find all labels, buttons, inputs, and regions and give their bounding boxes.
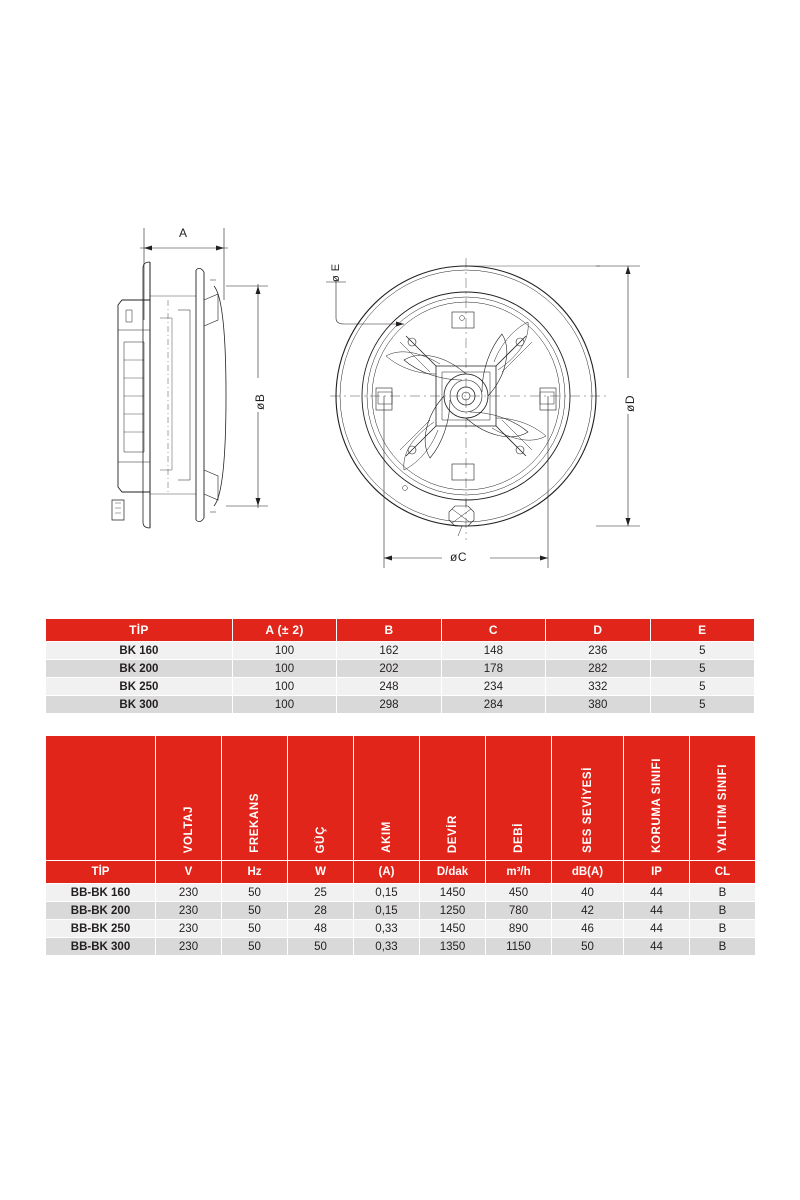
specs-cell-frekans: 50 xyxy=(222,884,288,902)
dim-cell-a: 100 xyxy=(232,696,336,714)
specs-unit-ses: dB(A) xyxy=(552,861,624,884)
table-row xyxy=(46,884,756,902)
specs-header-debi-label: DEBİ xyxy=(512,823,525,853)
dim-cell-tip: BK 300 xyxy=(46,696,233,714)
specs-cell-akim: 0,33 xyxy=(354,938,420,956)
specs-header-tip: TİP xyxy=(46,861,156,884)
specs-unit-yalitim: CL xyxy=(690,861,756,884)
specs-unit-frekans: Hz xyxy=(222,861,288,884)
specs-unit-debi: m³/h xyxy=(486,861,552,884)
specs-cell-devir: 1450 xyxy=(420,920,486,938)
specs-cell-frekans: 50 xyxy=(222,920,288,938)
dim-header-d: D xyxy=(546,619,650,642)
specs-cell-yalitim: B xyxy=(690,938,756,956)
specs-cell-debi: 780 xyxy=(486,902,552,920)
dimension-label-a: A xyxy=(179,226,188,240)
specs-header-koruma-sinifi xyxy=(624,736,690,861)
specs-cell-guc: 25 xyxy=(288,884,354,902)
specs-header-guc-label: GÜÇ xyxy=(314,825,327,853)
dim-cell-tip: BK 250 xyxy=(46,678,233,696)
dim-header-e: E xyxy=(650,619,754,642)
specs-vertical-header-row xyxy=(46,736,756,861)
specs-cell-koruma: 44 xyxy=(624,884,690,902)
specs-header-blank xyxy=(46,736,156,861)
dimensions-table xyxy=(45,618,755,714)
specs-header-ses-seviyesi-label: SES SEVİYESİ xyxy=(581,767,594,853)
specs-cell-tip: BB-BK 200 xyxy=(46,902,156,920)
specs-cell-ses: 46 xyxy=(552,920,624,938)
specs-cell-guc: 50 xyxy=(288,938,354,956)
specs-cell-guc: 48 xyxy=(288,920,354,938)
specs-header-yalitim-sinifi xyxy=(690,736,756,861)
specs-cell-akim: 0,33 xyxy=(354,920,420,938)
dim-cell-a: 100 xyxy=(232,678,336,696)
dimensions-table-wrapper xyxy=(45,618,755,714)
specs-cell-debi: 450 xyxy=(486,884,552,902)
specs-cell-koruma: 44 xyxy=(624,920,690,938)
specs-cell-debi: 890 xyxy=(486,920,552,938)
dim-cell-b: 162 xyxy=(337,642,441,660)
dim-cell-b: 248 xyxy=(337,678,441,696)
dim-cell-c: 284 xyxy=(441,696,545,714)
dimensions-table-header-row xyxy=(46,619,755,642)
dim-cell-e: 5 xyxy=(650,696,754,714)
specs-cell-tip: BB-BK 300 xyxy=(46,938,156,956)
specs-unit-koruma: IP xyxy=(624,861,690,884)
dim-cell-c: 178 xyxy=(441,660,545,678)
specs-cell-voltaj: 230 xyxy=(156,920,222,938)
specs-unit-voltaj: V xyxy=(156,861,222,884)
dim-header-b: B xyxy=(337,619,441,642)
dim-header-c: C xyxy=(441,619,545,642)
specs-cell-yalitim: B xyxy=(690,902,756,920)
dim-cell-b: 298 xyxy=(337,696,441,714)
dim-cell-d: 236 xyxy=(546,642,650,660)
specs-table-wrapper xyxy=(45,735,755,956)
dim-cell-e: 5 xyxy=(650,678,754,696)
specs-header-frekans-label: FREKANS xyxy=(248,793,261,853)
table-row xyxy=(46,920,756,938)
specs-cell-koruma: 44 xyxy=(624,902,690,920)
table-row xyxy=(46,660,755,678)
dim-cell-e: 5 xyxy=(650,642,754,660)
specs-header-devir xyxy=(420,736,486,861)
dim-cell-a: 100 xyxy=(232,642,336,660)
specs-cell-frekans: 50 xyxy=(222,938,288,956)
specs-cell-tip: BB-BK 250 xyxy=(46,920,156,938)
specs-header-voltaj-label: VOLTAJ xyxy=(182,805,195,853)
dim-cell-b: 202 xyxy=(337,660,441,678)
specs-header-yalitim-sinifi-label: YALITIM SINIFI xyxy=(716,763,729,853)
table-row xyxy=(46,642,755,660)
dim-cell-tip: BK 200 xyxy=(46,660,233,678)
specs-units-row xyxy=(46,861,756,884)
dimension-label-e: ø E xyxy=(330,263,342,282)
dim-cell-tip: BK 160 xyxy=(46,642,233,660)
dim-cell-d: 282 xyxy=(546,660,650,678)
dim-cell-d: 380 xyxy=(546,696,650,714)
table-row xyxy=(46,938,756,956)
dimension-label-c: øC xyxy=(450,550,467,564)
table-row xyxy=(46,678,755,696)
specs-cell-voltaj: 230 xyxy=(156,938,222,956)
specs-cell-devir: 1250 xyxy=(420,902,486,920)
dim-cell-c: 148 xyxy=(441,642,545,660)
dimension-label-b: øB xyxy=(253,393,267,410)
specs-header-debi xyxy=(486,736,552,861)
specs-header-guc xyxy=(288,736,354,861)
dim-header-tip: TİP xyxy=(46,619,233,642)
specs-cell-koruma: 44 xyxy=(624,938,690,956)
specs-header-akim xyxy=(354,736,420,861)
specs-cell-ses: 42 xyxy=(552,902,624,920)
specs-cell-debi: 1150 xyxy=(486,938,552,956)
specs-header-ses-seviyesi xyxy=(552,736,624,861)
specs-cell-yalitim: B xyxy=(690,884,756,902)
specs-cell-devir: 1450 xyxy=(420,884,486,902)
specs-cell-guc: 28 xyxy=(288,902,354,920)
dim-cell-e: 5 xyxy=(650,660,754,678)
dim-cell-d: 332 xyxy=(546,678,650,696)
specs-cell-ses: 40 xyxy=(552,884,624,902)
specs-unit-guc: W xyxy=(288,861,354,884)
specs-unit-akim: (A) xyxy=(354,861,420,884)
specs-cell-akim: 0,15 xyxy=(354,902,420,920)
specs-unit-devir: D/dak xyxy=(420,861,486,884)
specs-header-devir-label: DEVİR xyxy=(446,814,459,853)
specs-cell-devir: 1350 xyxy=(420,938,486,956)
specs-cell-akim: 0,15 xyxy=(354,884,420,902)
specs-cell-ses: 50 xyxy=(552,938,624,956)
specs-cell-tip: BB-BK 160 xyxy=(46,884,156,902)
drawing-svg xyxy=(0,0,800,590)
dim-cell-c: 234 xyxy=(441,678,545,696)
dim-header-a: A (± 2) xyxy=(232,619,336,642)
specs-header-akim-label: AKIM xyxy=(380,821,393,853)
specs-header-frekans xyxy=(222,736,288,861)
table-row xyxy=(46,696,755,714)
specs-cell-voltaj: 230 xyxy=(156,884,222,902)
dim-cell-a: 100 xyxy=(232,660,336,678)
specs-cell-yalitim: B xyxy=(690,920,756,938)
specs-cell-voltaj: 230 xyxy=(156,902,222,920)
technical-drawing xyxy=(0,0,800,590)
specs-table xyxy=(45,735,756,956)
dimension-label-d: øD xyxy=(623,395,637,412)
specs-cell-frekans: 50 xyxy=(222,902,288,920)
specs-header-voltaj xyxy=(156,736,222,861)
specs-header-koruma-sinifi-label: KORUMA SINIFI xyxy=(650,758,663,853)
table-row xyxy=(46,902,756,920)
